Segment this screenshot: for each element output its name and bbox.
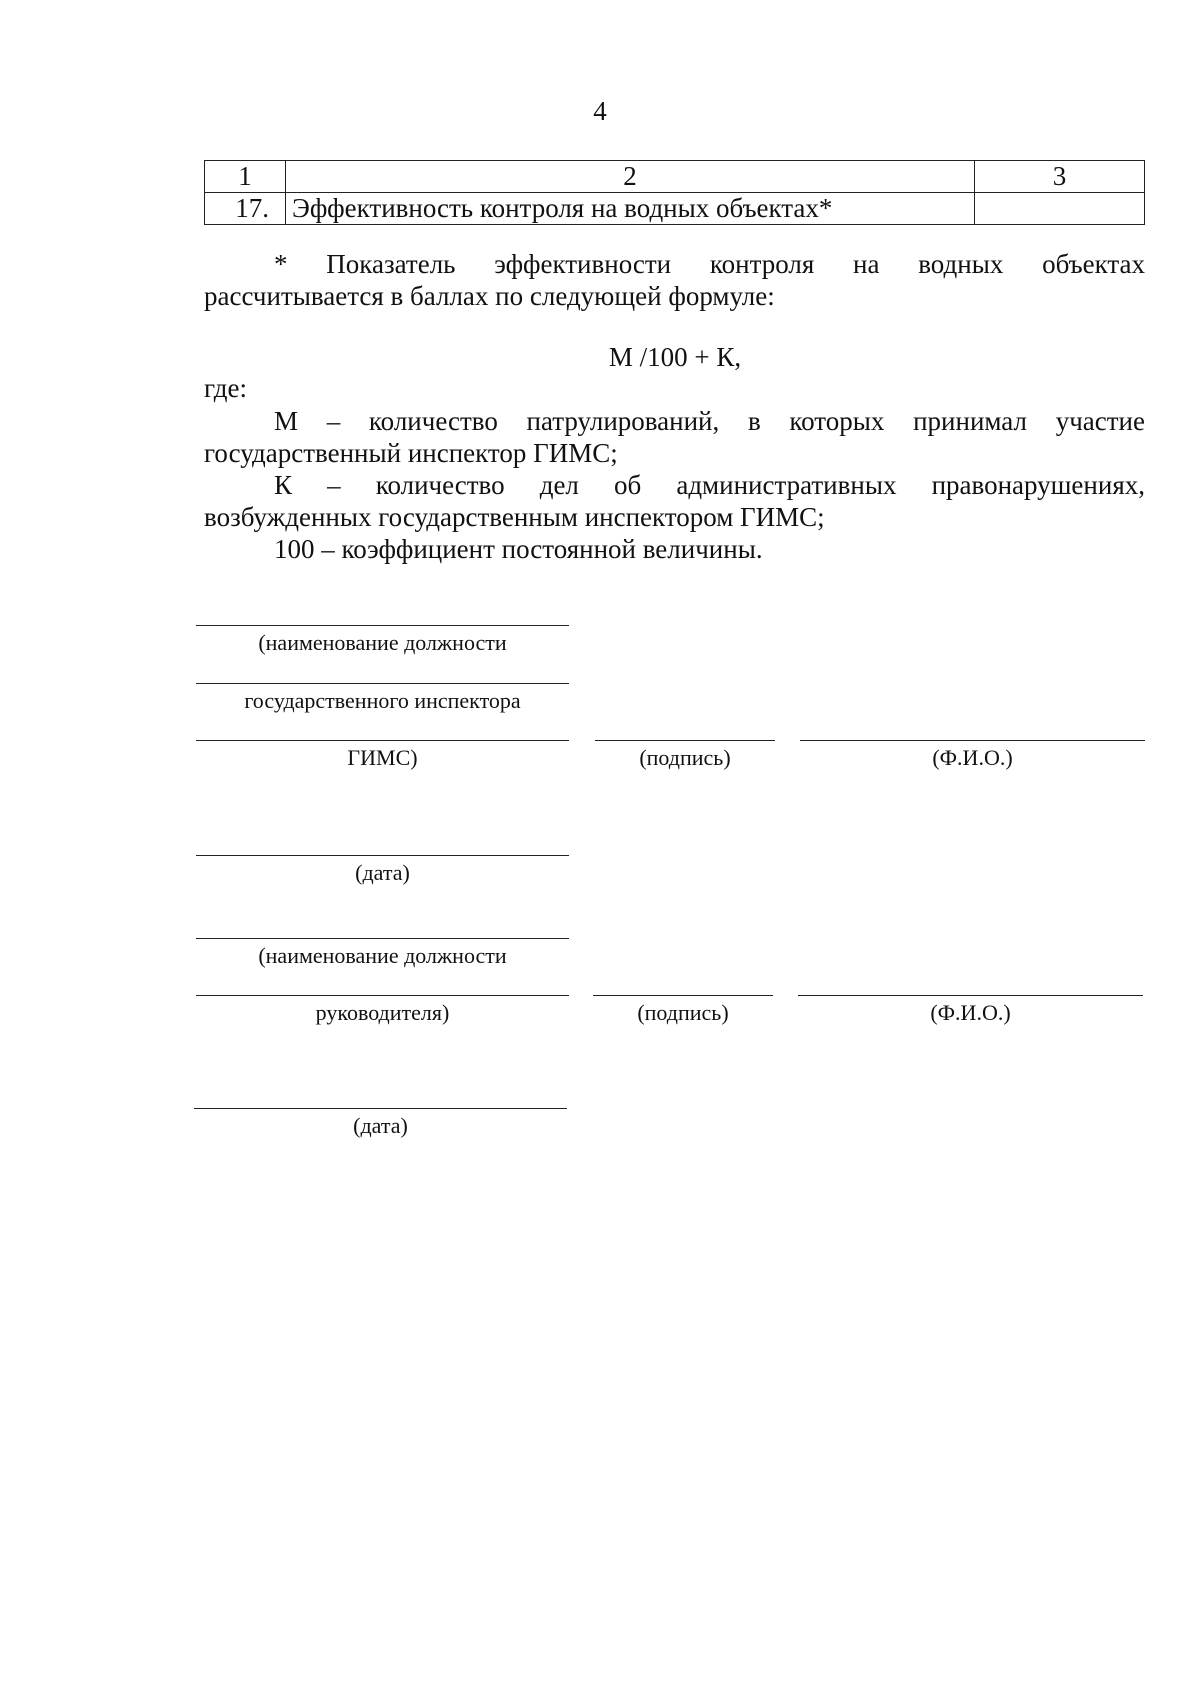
position-line-2	[196, 995, 569, 996]
name-line	[798, 995, 1143, 996]
position-caption-2: руководителя)	[315, 1000, 450, 1025]
position-line-1	[196, 938, 569, 939]
table-header-cell: 2	[286, 161, 975, 193]
footnote-line-2: рассчитывается в баллах по следующей формуле:	[204, 281, 775, 311]
indicator-table	[204, 160, 1145, 225]
table-header-cell: 1	[205, 161, 286, 193]
definition-k-line-1: К – количество дел об административных правонарушениях,	[274, 470, 1145, 500]
row-number: 17.	[205, 193, 286, 225]
definition-k-line-2: возбужденных государственным инспектором ГИМС;	[204, 502, 825, 532]
date-caption: (дата)	[355, 860, 410, 885]
row-value	[975, 193, 1145, 225]
date-line	[196, 855, 569, 856]
position-caption-1: (наименование должности	[258, 630, 507, 655]
table-header-row	[205, 161, 1145, 193]
name-caption: (Ф.И.О.)	[932, 745, 1013, 770]
date-line	[194, 1108, 567, 1109]
position-line-3	[196, 740, 569, 741]
table-header-cell: 3	[975, 161, 1145, 193]
position-caption-1: (наименование должности	[258, 943, 507, 968]
date-caption: (дата)	[353, 1113, 408, 1138]
name-caption: (Ф.И.О.)	[930, 1000, 1011, 1025]
footnote-line-1: * Показатель эффективности контроля на водных объектах	[274, 249, 1145, 279]
position-caption-3: ГИМС)	[347, 745, 418, 770]
definition-m-line-1: М – количество патрулирований, в которых принимал участие	[274, 406, 1145, 436]
signature-caption: (подпись)	[639, 745, 731, 770]
signature-line	[595, 740, 775, 741]
where-label: где:	[204, 373, 247, 403]
signature-line	[593, 995, 773, 996]
row-indicator-name: Эффективность контроля на водных объектах*	[286, 193, 975, 225]
signature-caption: (подпись)	[637, 1000, 729, 1025]
definition-m-line-2: государственный инспектор ГИМС;	[204, 438, 618, 468]
position-line-2	[196, 683, 569, 684]
position-caption-2: государственного инспектора	[244, 688, 521, 713]
definition-constant: 100 – коэффициент постоянной величины.	[274, 534, 763, 564]
page-number: 4	[593, 96, 607, 126]
table-row	[205, 193, 1145, 225]
name-line	[800, 740, 1145, 741]
formula: М /100 + К,	[608, 342, 742, 372]
position-line-1	[196, 625, 569, 626]
